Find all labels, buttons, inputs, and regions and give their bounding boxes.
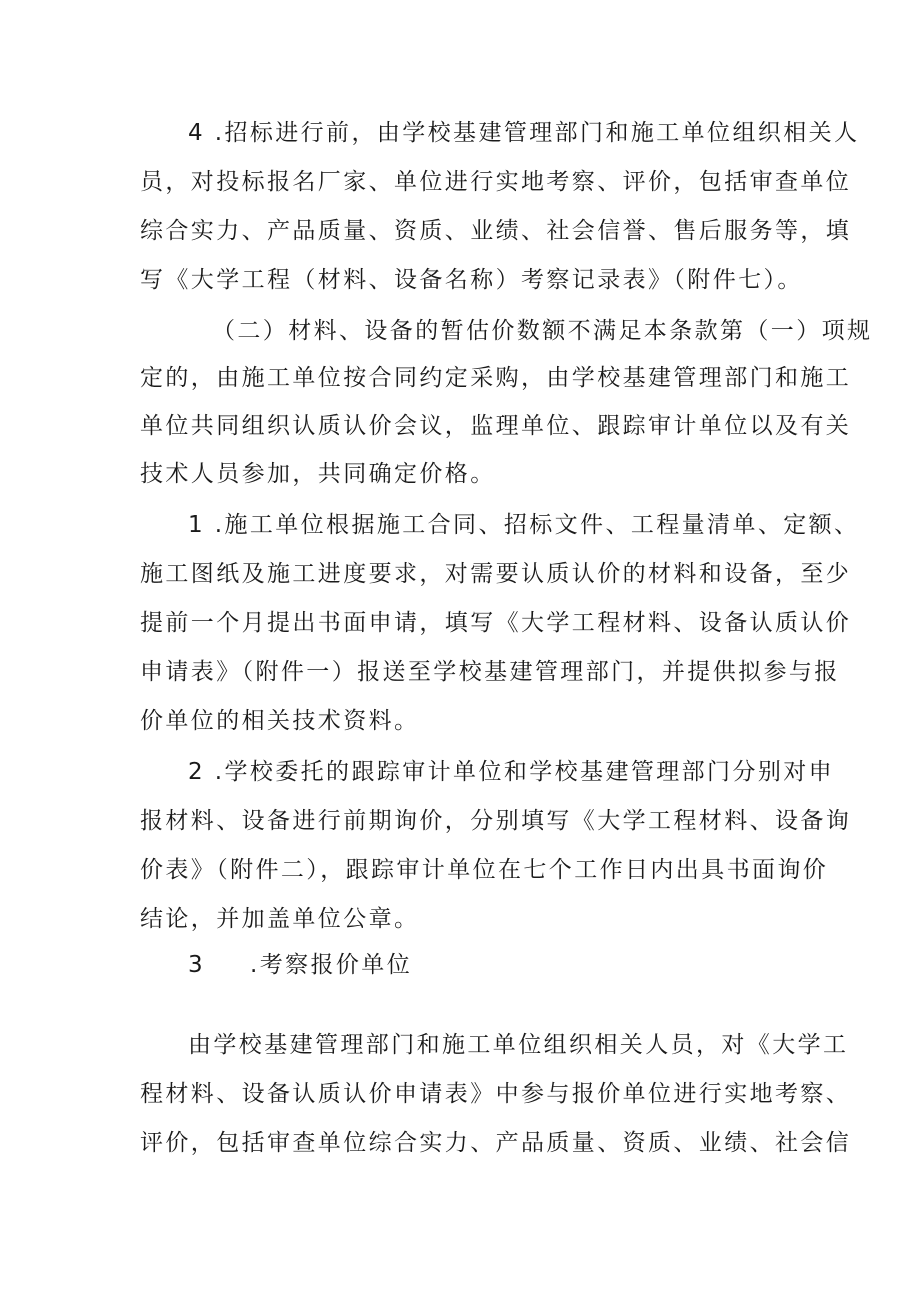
paragraph-1-line-2: 员，对投标报名厂家、单位进行实地考察、评价，包括审查单位 xyxy=(140,169,852,195)
paragraph-3-line-3: 提前一个月提出书面申请，填写《大学工程材料、设备认质认价 xyxy=(140,610,852,636)
paragraph-4-line-3: 价表》（附件二），跟踪审计单位在七个工作日内出具书面询价 xyxy=(140,857,829,883)
paragraph-5-line-3: 评价，包括审查单位综合实力、产品质量、资质、业绩、社会信 xyxy=(140,1130,852,1156)
paragraph-2-line-1: （二）材料、设备的暂估价数额不满足本条款第（一）项规 xyxy=(212,318,873,344)
paragraph-2-line-3: 单位共同组织认质认价会议，监理单位、跟踪审计单位以及有关 xyxy=(140,413,852,439)
paragraph-2-line-2: 定的，由施工单位按合同约定采购，由学校基建管理部门和施工 xyxy=(140,365,852,391)
section-3-title: .考察报价单位 xyxy=(250,952,413,978)
paragraph-3-line-4: 申请表》（附件一）报送至学校基建管理部门，并提供拟参与报 xyxy=(140,659,840,685)
paragraph-1-line-1: 4 .招标进行前，由学校基建管理部门和施工单位组织相关人 xyxy=(188,120,860,146)
paragraph-1-line-3: 综合实力、产品质量、资质、业绩、社会信誉、售后服务等，填 xyxy=(140,218,852,244)
paragraph-3-line-2: 施工图纸及施工进度要求，对需要认质认价的材料和设备，至少 xyxy=(140,561,852,587)
paragraph-4-line-4: 结论，并加盖单位公章。 xyxy=(140,906,420,932)
paragraph-4-line-1: 2 .学校委托的跟踪审计单位和学校基建管理部门分别对申 xyxy=(188,759,835,785)
paragraph-3-line-1: 1 .施工单位根据施工合同、招标文件、工程量清单、定额、 xyxy=(188,512,860,538)
paragraph-4-line-2: 报材料、设备进行前期询价，分别填写《大学工程材料、设备询 xyxy=(140,808,852,834)
section-3-number: 3 xyxy=(188,952,203,978)
paragraph-1-line-4: 写《大学工程（材料、设备名称）考察记录表》（附件七）。 xyxy=(140,267,803,293)
paragraph-2-line-4: 技术人员参加，共同确定价格。 xyxy=(140,461,496,487)
paragraph-5-line-2: 程材料、设备认质认价申请表》中参与报价单位进行实地考察、 xyxy=(140,1081,852,1107)
paragraph-3-line-5: 价单位的相关技术资料。 xyxy=(140,708,420,734)
paragraph-5-line-1: 由学校基建管理部门和施工单位组织相关人员，对《大学工 xyxy=(188,1032,849,1058)
